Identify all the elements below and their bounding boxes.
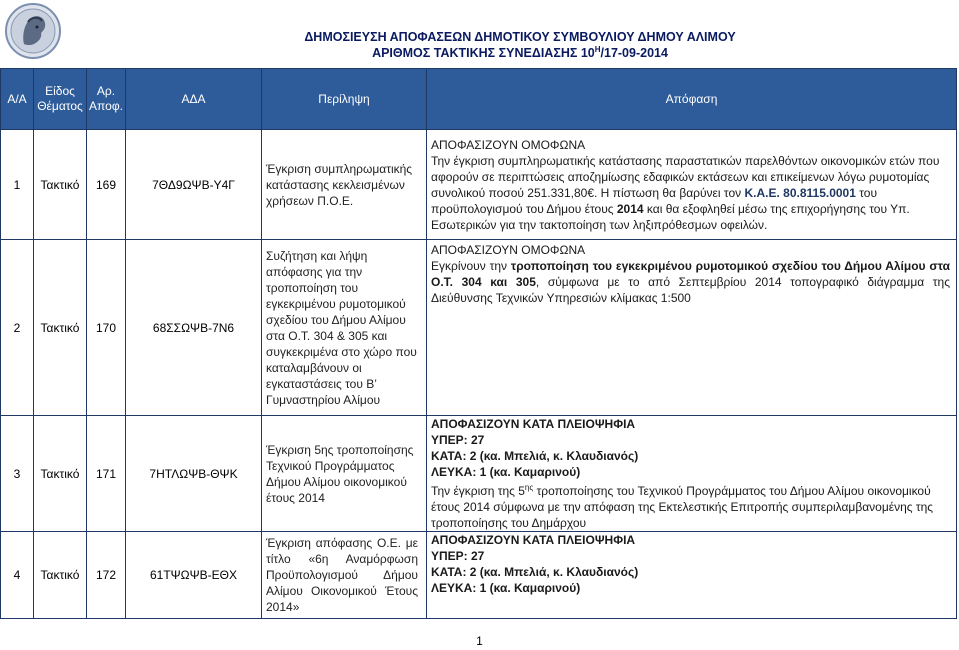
col-header-num-l2: Αποφ. <box>89 99 123 113</box>
table-row <box>1 240 957 416</box>
row-decision <box>427 532 956 596</box>
row-num: 172 <box>87 532 126 619</box>
row-summary: Έγκριση συμπληρωματικής κατάστασης κεκλεισμένων χρήσεων Π.Ο.Ε. <box>266 161 413 208</box>
decision-votes-blank: ΛΕΥΚΑ: 1 (κα. Καμαρινού) <box>431 581 581 595</box>
row-aa: 1 <box>1 130 34 240</box>
decision-verdict: ΑΠΟΦΑΣΙΖΟΥΝ ΟΜΟΦΩΝΑ <box>431 137 586 152</box>
row-type: Τακτικό <box>34 416 87 532</box>
row-decision-cell <box>427 130 957 240</box>
row-decision-cell <box>427 240 957 416</box>
row-num: 170 <box>87 240 126 416</box>
session-date: /17-09-2014 <box>600 46 668 60</box>
decision-text-end: και θα εξοφληθεί μέσω της επιχορήγησης του Υπ. Εσωτερικών για την τακτοποίηση των ληξιπρόθεσμων οφειλών. <box>431 201 910 232</box>
col-header-type-l1: Είδος <box>45 84 75 98</box>
row-summary: Έγκριση 5ης τροποποίησης Τεχνικού Προγράμματος Δήμου Αλίμου οικονομικού έτους 2014 <box>266 442 414 505</box>
col-header-type <box>34 69 87 130</box>
row-ada: 61ΤΨΩΨΒ-ΕΘΧ <box>126 532 262 619</box>
row-decision <box>427 242 956 306</box>
decision-text-bold: τροποποίηση του εγκεκριμένου ρυμοτομικού σχεδίου του Δήμου Αλίμου στα Ο.Τ. 304 και 305 <box>431 259 950 289</box>
row-summary-cell <box>262 240 427 416</box>
col-header-num-l1: Αρ. <box>96 84 116 98</box>
row-aa: 4 <box>1 532 34 619</box>
row-summary: Έγκριση απόφασης Ο.Ε. με τίτλο «6η Αναμόρφωση Προϋπολογισμού Δήμου Αλίμου Οικονομικού Έτους 2014» <box>266 536 418 614</box>
decisions-table <box>0 68 957 619</box>
row-summary-cell <box>262 130 427 240</box>
decision-superscript: ης <box>524 483 534 492</box>
table-row <box>1 416 957 532</box>
decision-votes-for: ΥΠΕΡ: 27 <box>431 549 485 563</box>
decision-paragraph <box>431 480 950 531</box>
row-decision <box>427 416 956 531</box>
decision-votes-blank: ΛΕΥΚΑ: 1 (κα. Καμαρινού) <box>431 465 581 479</box>
col-header-decision: Απόφαση <box>427 69 957 130</box>
decision-budget-code: Κ.Α.Ε. 80.8115.0001 <box>744 185 856 200</box>
decision-text-cont: του προϋπολογισμού του Δήμου έτους <box>431 185 878 216</box>
table-row <box>1 130 957 240</box>
row-aa: 2 <box>1 240 34 416</box>
col-header-type-l2: Θέματος <box>37 99 83 113</box>
decision-text: Την έγκριση της 5 <box>431 484 525 498</box>
decision-votes-against: ΚΑΤΑ: 2 (κα. Μπελιά, κ. Κλαυδιανός) <box>431 449 639 463</box>
table-row <box>1 532 957 619</box>
session-number-text: ΑΡΙΘΜΟΣ ΤΑΚΤΙΚΗΣ ΣΥΝΕΔΙΑΣΗΣ 10 <box>372 46 595 60</box>
decision-text: Εγκρίνουν την <box>431 259 511 273</box>
row-decision-cell <box>427 416 957 532</box>
row-ada: 7ΗΤΛΩΨΒ-ΘΨΚ <box>126 416 262 532</box>
decision-verdict: ΑΠΟΦΑΣΙΖΟΥΝ ΚΑΤΑ ΠΛΕΙΟΨΗΦΙΑ <box>431 533 636 547</box>
row-summary-cell <box>262 532 427 619</box>
decision-paragraph <box>431 258 950 306</box>
row-summary: Συζήτηση και λήψη απόφασης για την τροποποίηση του εγκεκριμένου ρυμοτομικού σχεδίου του Δήμου Αλίμου στα Ο.Τ. 304 & 305 και συγκεκριμένα στο χώρο που καταλαμβάνουν οι εγκαταστάσεις του Β’ Γυμναστηρίου Αλίμου <box>266 248 417 407</box>
session-number-superscript: Η <box>594 45 601 54</box>
row-decision <box>427 137 956 233</box>
col-header-num <box>87 69 126 130</box>
row-type: Τακτικό <box>34 532 87 619</box>
row-decision-cell <box>427 532 957 619</box>
row-summary-cell <box>262 416 427 532</box>
decision-text-cont: τροποποίησης του Τεχνικού Προγράμματος του Δήμου Αλίμου οικονομικού έτους 2014 σύμφωνα με την απόφαση της Εκτελεστικής Επιτροπής συμπεριλαμβανομένης της τροποποίησης του Δημάρχου <box>431 484 934 530</box>
row-type: Τακτικό <box>34 240 87 416</box>
document-title: ΔΗΜΟΣΙΕΥΣΗ ΑΠΟΦΑΣΕΩΝ ΔΗΜΟΤΙΚΟΥ ΣΥΜΒΟΥΛΙΟΥ ΔΗΜΟΥ ΑΛΙΜΟΥ <box>304 30 736 44</box>
table-header-row <box>1 69 957 130</box>
page-number: 1 <box>476 634 483 648</box>
col-header-aa: Α/Α <box>1 69 34 130</box>
session-number <box>170 45 870 60</box>
col-header-summary: Περίληψη <box>262 69 427 130</box>
decision-verdict: ΑΠΟΦΑΣΙΖΟΥΝ ΚΑΤΑ ΠΛΕΙΟΨΗΦΙΑ <box>431 417 636 431</box>
decision-text-cont: , σύμφωνα με το από Σεπτεμβρίου 2014 τοπογραφικό διάγραμμα της Διεύθυνσης Τεχνικών Υπηρεσιών κλίμακας 1:500 <box>431 275 950 305</box>
row-ada: 68ΣΣΩΨΒ-7Ν6 <box>126 240 262 416</box>
row-aa: 3 <box>1 416 34 532</box>
row-type: Τακτικό <box>34 130 87 240</box>
decision-votes-against: ΚΑΤΑ: 2 (κα. Μπελιά, κ. Κλαυδιανός) <box>431 565 639 579</box>
decision-votes-for: ΥΠΕΡ: 27 <box>431 433 485 447</box>
col-header-ada: ΑΔΑ <box>126 69 262 130</box>
row-num: 171 <box>87 416 126 532</box>
row-num: 169 <box>87 130 126 240</box>
decision-year: 2014 <box>616 201 644 216</box>
decision-verdict: ΑΠΟΦΑΣΙΖΟΥΝ ΟΜΟΦΩΝΑ <box>431 243 586 257</box>
row-ada: 7ΘΔ9ΩΨΒ-Υ4Γ <box>126 130 262 240</box>
decision-text: Την έγκριση συμπληρωματικής κατάστασης παραστατικών παρελθόντων οικονομικών ετών που αφορούν σε περιπτώσεις αποζημίωσης εδαφικών εκτάσεων και επικείμενων λόγω ρυμοτομίας συνολικού ποσού 251.331,80€. Η πίστωση θα βαρύνει τον <box>431 153 940 200</box>
athena-head-seal-logo <box>4 2 62 60</box>
